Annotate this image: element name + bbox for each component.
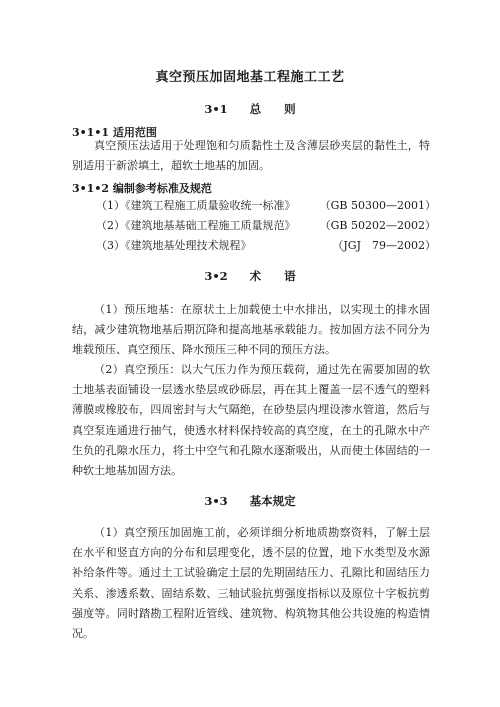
reference-item <box>96 217 436 233</box>
reference-item <box>96 197 436 213</box>
section-number: 3•3 <box>204 494 228 508</box>
reference-code: （GB 50202—2002） <box>319 219 436 232</box>
section-heading-basic <box>0 493 500 509</box>
section-title: 基本规定 <box>249 494 296 508</box>
section-title: 术 语 <box>249 269 296 283</box>
reference-code: （JGJ 79—2002） <box>332 239 436 252</box>
subsection-heading-scope: 3•1•1 适用范围 <box>72 126 157 139</box>
document-title: 真空预压加固地基工程施工工艺 <box>155 70 345 85</box>
section-heading-terms <box>0 268 500 284</box>
reference-label: （2）《建筑地基基础工程施工质量规范》 <box>96 219 296 232</box>
terms-paragraph-1: （1）预压地基：在原状土上加载使土中水排出，以实现土的排水固结，减少建筑物地基后期沉降和提高地基承载能力。按加固方法不同分为堆载预压、真空预压、降水预压三种不同的预压方法。 <box>72 303 430 357</box>
basic-paragraph-1: （1）真空预压加固施工前，必须详细分析地质勘察资料，了解土层在水平和竖直方向的分布和层理变化，透不层的位置，地下水类型及水源补给条件等。通过土工试验确定土层的先期固结压力、孔隙比和固结压力关系、渗透系数、固结系数、三轴试验抗剪强度指标以及原位十字板抗剪强度等。同时踏勘工程附近管线、建筑物、构筑物其他公共设施的构造情况。 <box>72 526 430 641</box>
reference-label: （3）《建筑地基处理技术规程》 <box>96 239 252 252</box>
section-number: 3•1 <box>204 102 228 116</box>
reference-code: （GB 50300—2001） <box>319 199 436 212</box>
subsection-heading-references: 3•1•2 编制参考标准及规范 <box>72 182 212 195</box>
terms-paragraph-2: （2）真空预压：以大气压力作为预压载荷，通过先在需要加固的软土地基表面铺设一层透水垫层或砂砾层，再在其上覆盖一层不透气的塑料薄膜或橡胶布，四周密封与大气隔绝，在砂垫层内埋设渗水管道，然后与真空泵连通进行抽气，使透水材料保持较高的真空度，在土的孔隙水中产生负的孔隙水压力，将土中空气和孔隙水逐渐吸出，从而使土体固结的一种软土地基加固方法。 <box>72 363 430 478</box>
reference-item <box>96 237 436 253</box>
scope-paragraph: 真空预压法适用于处理饱和匀质黏性土及含薄层砂夹层的黏性土，特别适用于新淤填土，超软土地基的加固。 <box>72 139 430 173</box>
section-heading-general <box>0 101 500 117</box>
section-number: 3•2 <box>204 269 228 283</box>
reference-label: （1）《建筑工程施工质量验收统一标准》 <box>96 199 296 212</box>
section-title: 总 则 <box>249 102 296 116</box>
